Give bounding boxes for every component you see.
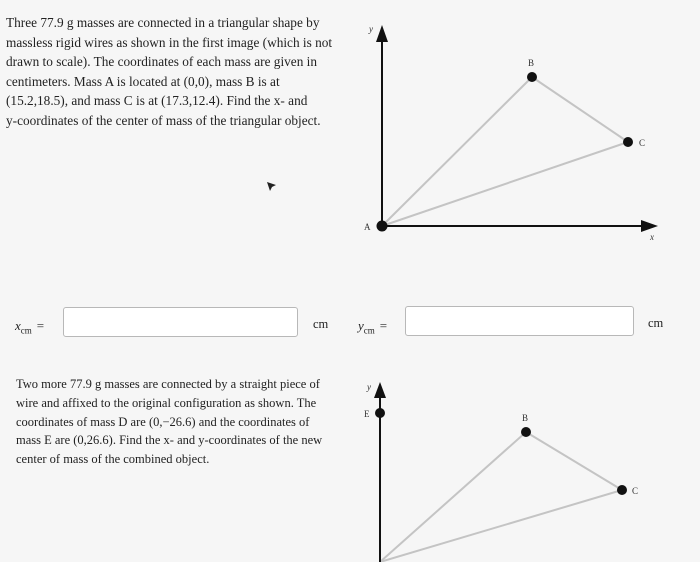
wire-ab <box>382 77 532 226</box>
mass-e <box>375 408 385 418</box>
x-cm-subscript: cm <box>20 325 32 336</box>
x-cm-equals: = <box>36 318 45 333</box>
y-axis-arrow-icon <box>376 25 388 42</box>
problem-1-text <box>6 13 338 131</box>
wire-ac-2 <box>380 490 622 562</box>
mass-b <box>527 72 537 82</box>
y-cm-symbol: y <box>358 318 364 333</box>
mass-b-label-2: B <box>522 413 529 423</box>
mass-c-label-2: C <box>632 486 639 496</box>
mouse-cursor-icon <box>266 181 278 193</box>
x-axis-arrow-icon <box>641 220 658 232</box>
y-cm-unit: cm <box>648 316 664 330</box>
problem-2-line: wire and affixed to the original configuration as shown. The <box>16 395 317 410</box>
problem-2-line: Two more 77.9 g masses are connected by a straight piece of <box>16 377 320 391</box>
wire-ab-2 <box>380 432 526 562</box>
triangle-diagram-1 <box>360 18 690 240</box>
mass-b-2 <box>521 427 531 437</box>
mass-c-label: C <box>639 138 646 148</box>
wire-bc-2 <box>526 432 622 490</box>
wire-bc <box>532 77 628 142</box>
problem-1-line: Three 77.9 g masses are connected in a triangular shape by <box>6 15 320 30</box>
problem-1-line: y-coordinates of the center of mass of the triangular object. <box>6 112 321 128</box>
y-cm-subscript: cm <box>363 325 375 336</box>
mass-b-label: B <box>528 58 535 68</box>
x-cm-input[interactable] <box>63 307 298 337</box>
y-axis-arrow-icon <box>374 382 386 398</box>
problem-1-line: massless rigid wires as shown in the first image (which is not <box>6 34 333 50</box>
y-axis-label-2: y <box>367 382 371 392</box>
wire-ac <box>382 142 628 226</box>
y-axis-label: y <box>369 24 373 34</box>
mass-a <box>377 221 388 232</box>
x-cm-symbol: x <box>15 318 21 333</box>
problem-2-line: center of mass of the combined object. <box>16 452 210 467</box>
problem-2-text <box>16 375 346 469</box>
x-cm-unit: cm <box>313 317 329 331</box>
problem-1-line: (15.2,18.5), and mass C is at (17.3,12.4). Find the x- and <box>6 93 308 109</box>
y-cm-label <box>358 318 387 336</box>
x-cm-label <box>15 318 44 336</box>
mass-e-label: E <box>364 409 370 419</box>
mass-c <box>623 137 633 147</box>
y-cm-equals: = <box>379 318 388 333</box>
mass-c-2 <box>617 485 627 495</box>
triangle-diagram-2 <box>358 376 688 562</box>
mass-a-label: A <box>364 222 371 232</box>
problem-1-line: centimeters. Mass A is located at (0,0), mass B is at <box>6 73 280 89</box>
x-axis-label: x <box>650 232 654 242</box>
problem-2-line: coordinates of mass D are (0,−26.6) and the coordinates of <box>16 414 310 429</box>
problem-1-line: drawn to scale). The coordinates of each mass are given in <box>6 54 318 70</box>
problem-2-line: mass E are (0,26.6). Find the x- and y-coordinates of the new <box>16 433 323 448</box>
y-cm-input[interactable] <box>405 306 634 336</box>
